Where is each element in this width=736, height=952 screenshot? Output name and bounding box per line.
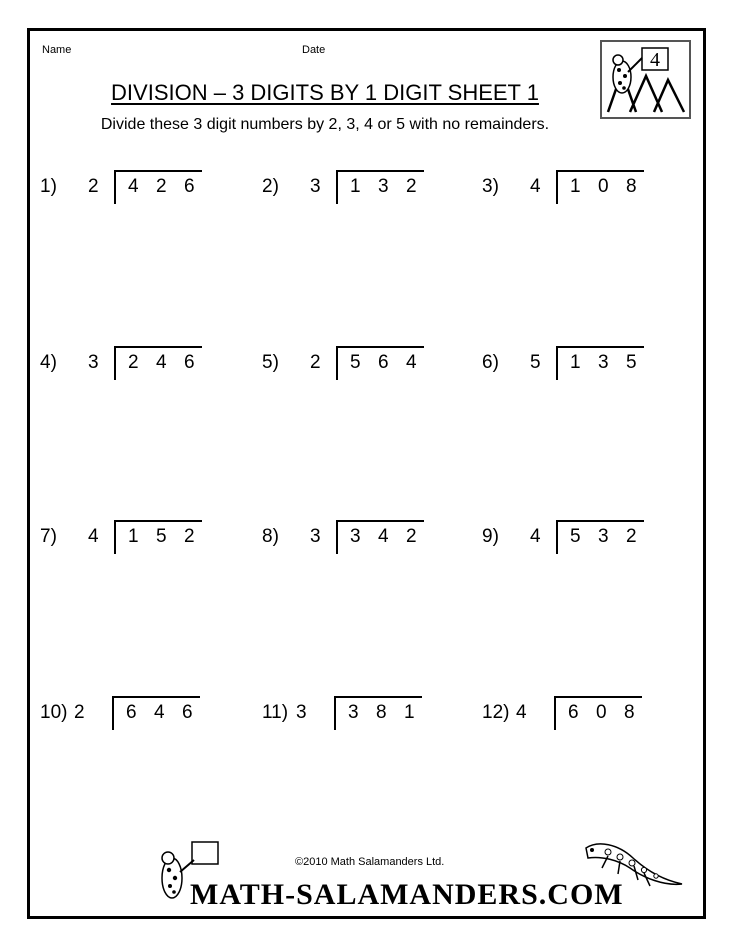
dividend-bracket — [334, 696, 422, 730]
salamander-number-badge-icon — [600, 40, 691, 119]
problem-2 — [262, 170, 432, 210]
dividend-bracket — [114, 346, 202, 380]
dividend-digit: 5 — [156, 526, 167, 547]
dividend-digit: 2 — [406, 526, 417, 547]
problem-number: 9) — [482, 526, 499, 547]
divisor: 2 — [88, 176, 99, 197]
problem-8 — [262, 520, 432, 560]
dividend-digit: 2 — [626, 526, 637, 547]
dividend-digit: 5 — [350, 352, 361, 373]
dividend-digit: 1 — [570, 176, 581, 197]
dividend-digit: 2 — [156, 176, 167, 197]
problem-11 — [262, 696, 432, 736]
divisor: 2 — [74, 702, 85, 723]
dividend-digit: 4 — [154, 702, 165, 723]
problem-10 — [40, 696, 210, 736]
dividend-digit: 3 — [350, 526, 361, 547]
dividend-digit: 5 — [626, 352, 637, 373]
problem-9 — [482, 520, 652, 560]
dividend-digit: 8 — [376, 702, 387, 723]
page-title: DIVISION – 3 DIGITS BY 1 DIGIT SHEET 1 — [111, 80, 539, 105]
dividend-bracket — [114, 520, 202, 554]
problem-1 — [40, 170, 210, 210]
copyright-text: ©2010 Math Salamanders Ltd. — [295, 856, 445, 868]
problem-3 — [482, 170, 652, 210]
dividend-digit: 8 — [626, 176, 637, 197]
divisor: 4 — [88, 526, 99, 547]
dividend-bracket — [336, 170, 424, 204]
divisor: 3 — [310, 176, 321, 197]
badge-number: 4 — [650, 49, 660, 71]
problem-5 — [262, 346, 432, 386]
math-salamanders-logo-icon — [150, 840, 624, 915]
dividend-digit: 3 — [348, 702, 359, 723]
divisor: 4 — [530, 176, 541, 197]
divisor: 3 — [296, 702, 307, 723]
problem-number: 3) — [482, 176, 499, 197]
dividend-digit: 4 — [406, 352, 417, 373]
problem-12 — [482, 696, 652, 736]
dividend-bracket — [112, 696, 200, 730]
dividend-digit: 6 — [378, 352, 389, 373]
divisor: 3 — [310, 526, 321, 547]
dividend-digit: 2 — [406, 176, 417, 197]
problem-number: 5) — [262, 352, 279, 373]
dividend-digit: 1 — [404, 702, 415, 723]
problem-number: 6) — [482, 352, 499, 373]
problem-7 — [40, 520, 210, 560]
dividend-bracket — [556, 346, 644, 380]
worksheet-border — [27, 28, 706, 919]
dividend-digit: 3 — [598, 352, 609, 373]
dividend-digit: 1 — [128, 526, 139, 547]
problem-number: 1) — [40, 176, 57, 197]
divisor: 4 — [530, 526, 541, 547]
problem-number: 8) — [262, 526, 279, 547]
divisor: 5 — [530, 352, 541, 373]
dividend-digit: 6 — [184, 352, 195, 373]
dividend-digit: 6 — [184, 176, 195, 197]
dividend-digit: 6 — [126, 702, 137, 723]
dividend-digit: 5 — [570, 526, 581, 547]
problem-number: 12) — [482, 702, 510, 723]
problem-number: 11) — [262, 702, 289, 723]
dividend-digit: 3 — [378, 176, 389, 197]
dividend-bracket — [556, 520, 644, 554]
footer-logo-text: MATH-SALAMANDERS.COM — [190, 878, 624, 911]
dividend-digit: 6 — [568, 702, 579, 723]
dividend-digit: 4 — [378, 526, 389, 547]
divisor: 2 — [310, 352, 321, 373]
name-label: Name — [42, 44, 72, 56]
dividend-digit: 4 — [156, 352, 167, 373]
problem-6 — [482, 346, 652, 386]
dividend-digit: 6 — [182, 702, 193, 723]
instructions: Divide these 3 digit numbers by 2, 3, 4 or 5 with no remainders. — [100, 116, 550, 133]
divisor: 3 — [88, 352, 99, 373]
dividend-bracket — [336, 346, 424, 380]
dividend-digit: 0 — [598, 176, 609, 197]
dividend-digit: 1 — [570, 352, 581, 373]
dividend-bracket — [556, 170, 644, 204]
date-label: Date — [302, 44, 326, 56]
dividend-bracket — [336, 520, 424, 554]
problem-number: 4) — [40, 352, 57, 373]
problem-number: 2) — [262, 176, 279, 197]
dividend-bracket — [554, 696, 642, 730]
dividend-digit: 3 — [598, 526, 609, 547]
dividend-digit: 8 — [624, 702, 635, 723]
dividend-digit: 1 — [350, 176, 361, 197]
dividend-digit: 0 — [596, 702, 607, 723]
problem-number: 10) — [40, 702, 68, 723]
problem-4 — [40, 346, 210, 386]
dividend-digit: 4 — [128, 176, 139, 197]
dividend-bracket — [114, 170, 202, 204]
dividend-digit: 2 — [128, 352, 139, 373]
salamander-icon — [578, 836, 688, 901]
divisor: 4 — [516, 702, 527, 723]
problem-number: 7) — [40, 526, 57, 547]
dividend-digit: 2 — [184, 526, 195, 547]
